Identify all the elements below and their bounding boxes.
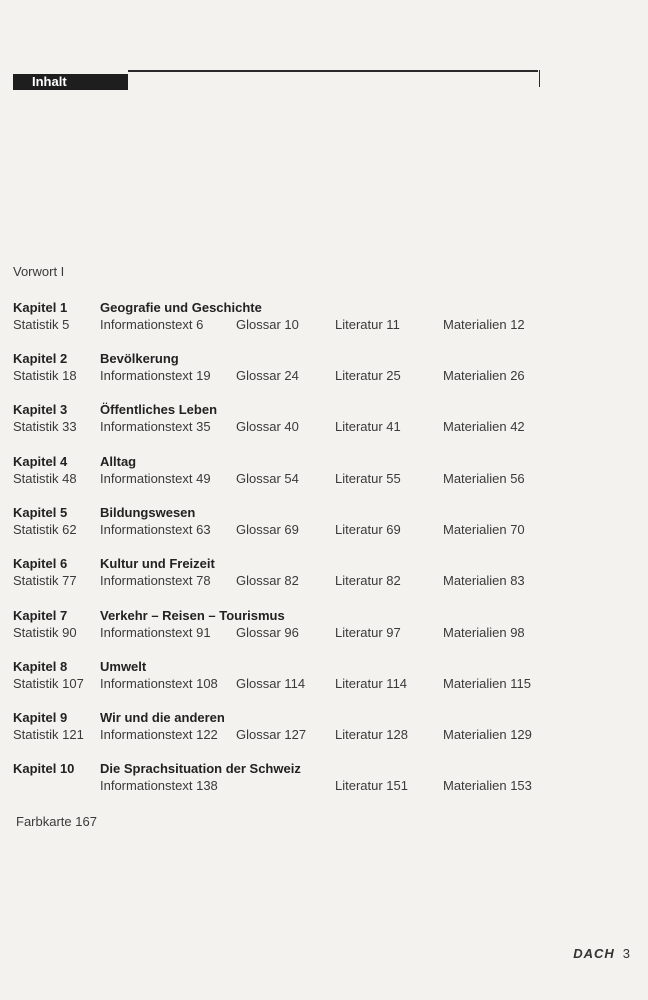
materialien-ref: Materialien 98 [443,625,525,640]
chapter-entry[interactable] [13,659,573,695]
informationstext-ref: Informationstext 138 [100,778,218,793]
chapter-title[interactable]: Alltag [100,454,137,469]
chapter-number: Kapitel 7 [13,608,68,623]
page-footer [573,946,630,961]
glossar-ref: Glossar 40 [236,419,299,434]
chapter-number: Kapitel 8 [13,659,68,674]
chapter-number: Kapitel 10 [13,761,75,776]
statistik-ref: Statistik 90 [13,625,77,640]
header-label: Inhalt [13,74,128,90]
chapter-title[interactable]: Wir und die anderen [100,710,225,725]
glossar-ref: Glossar 10 [236,317,299,332]
statistik-ref: Statistik 107 [13,676,84,691]
literatur-ref: Literatur 82 [335,573,401,588]
literatur-ref: Literatur 114 [335,676,408,691]
chapter-title[interactable]: Geografie und Geschichte [100,300,262,315]
statistik-ref: Statistik 18 [13,368,77,383]
glossar-ref: Glossar 54 [236,471,299,486]
chapter-entry[interactable] [13,710,573,746]
chapter-entry[interactable] [13,402,573,438]
header-tick [539,70,541,87]
informationstext-ref: Informationstext 49 [100,471,211,486]
glossar-ref: Glossar 69 [236,522,299,537]
statistik-ref: Statistik 48 [13,471,77,486]
chapter-entry[interactable] [13,761,573,797]
literatur-ref: Literatur 151 [335,778,408,793]
materialien-ref: Materialien 42 [443,419,525,434]
chapter-number: Kapitel 5 [13,505,68,520]
chapter-number: Kapitel 1 [13,300,68,315]
literatur-ref: Literatur 128 [335,727,408,742]
literatur-ref: Literatur 55 [335,471,401,486]
glossar-ref: Glossar 114 [236,676,306,691]
materialien-ref: Materialien 56 [443,471,525,486]
informationstext-ref: Informationstext 19 [100,368,211,383]
glossar-ref: Glossar 127 [236,727,307,742]
glossar-ref: Glossar 24 [236,368,299,383]
chapter-title[interactable]: Die Sprachsituation der Schweiz [100,761,301,776]
chapter-entry[interactable] [13,351,573,387]
materialien-ref: Materialien 70 [443,522,525,537]
chapter-number: Kapitel 6 [13,556,68,571]
toc-entry-vorwort[interactable]: Vorwort I [13,264,65,279]
chapter-number: Kapitel 4 [13,454,68,469]
informationstext-ref: Informationstext 108 [100,676,218,691]
chapter-number: Kapitel 2 [13,351,68,366]
chapter-title[interactable]: Bevölkerung [100,351,179,366]
materialien-ref: Materialien 12 [443,317,525,332]
chapter-title[interactable]: Verkehr – Reisen – Tourismus [100,608,285,623]
chapter-title[interactable]: Öffentliches Leben [100,402,218,417]
literatur-ref: Literatur 97 [335,625,401,640]
chapter-number: Kapitel 3 [13,402,68,417]
glossar-ref: Glossar 82 [236,573,299,588]
chapter-number: Kapitel 9 [13,710,68,725]
chapter-title[interactable]: Kultur und Freizeit [100,556,215,571]
chapter-entry[interactable] [13,454,573,490]
informationstext-ref: Informationstext 63 [100,522,211,537]
footer-brand: DACH [573,946,615,961]
page-number: 3 [622,946,630,961]
informationstext-ref: Informationstext 91 [100,625,211,640]
statistik-ref: Statistik 33 [13,419,77,434]
materialien-ref: Materialien 115 [443,676,531,691]
chapter-title[interactable]: Umwelt [100,659,147,674]
literatur-ref: Literatur 25 [335,368,401,383]
chapter-entry[interactable] [13,608,573,644]
statistik-ref: Statistik 62 [13,522,77,537]
informationstext-ref: Informationstext 6 [100,317,204,332]
informationstext-ref: Informationstext 78 [100,573,211,588]
statistik-ref: Statistik 5 [13,317,70,332]
chapter-entry[interactable] [13,505,573,541]
literatur-ref: Literatur 11 [335,317,400,332]
informationstext-ref: Informationstext 122 [100,727,218,742]
statistik-ref: Statistik 121 [13,727,84,742]
glossar-ref: Glossar 96 [236,625,299,640]
materialien-ref: Materialien 26 [443,368,525,383]
section-header [13,68,540,90]
chapter-title[interactable]: Bildungswesen [100,505,196,520]
chapter-entry[interactable] [13,300,573,336]
materialien-ref: Materialien 83 [443,573,525,588]
informationstext-ref: Informationstext 35 [100,419,211,434]
literatur-ref: Literatur 69 [335,522,401,537]
toc-entry-farbkarte[interactable]: Farbkarte 167 [16,814,97,829]
chapter-entry[interactable] [13,556,573,592]
materialien-ref: Materialien 129 [443,727,532,742]
literatur-ref: Literatur 41 [335,419,401,434]
statistik-ref: Statistik 77 [13,573,77,588]
materialien-ref: Materialien 153 [443,778,532,793]
header-rule [128,70,538,72]
